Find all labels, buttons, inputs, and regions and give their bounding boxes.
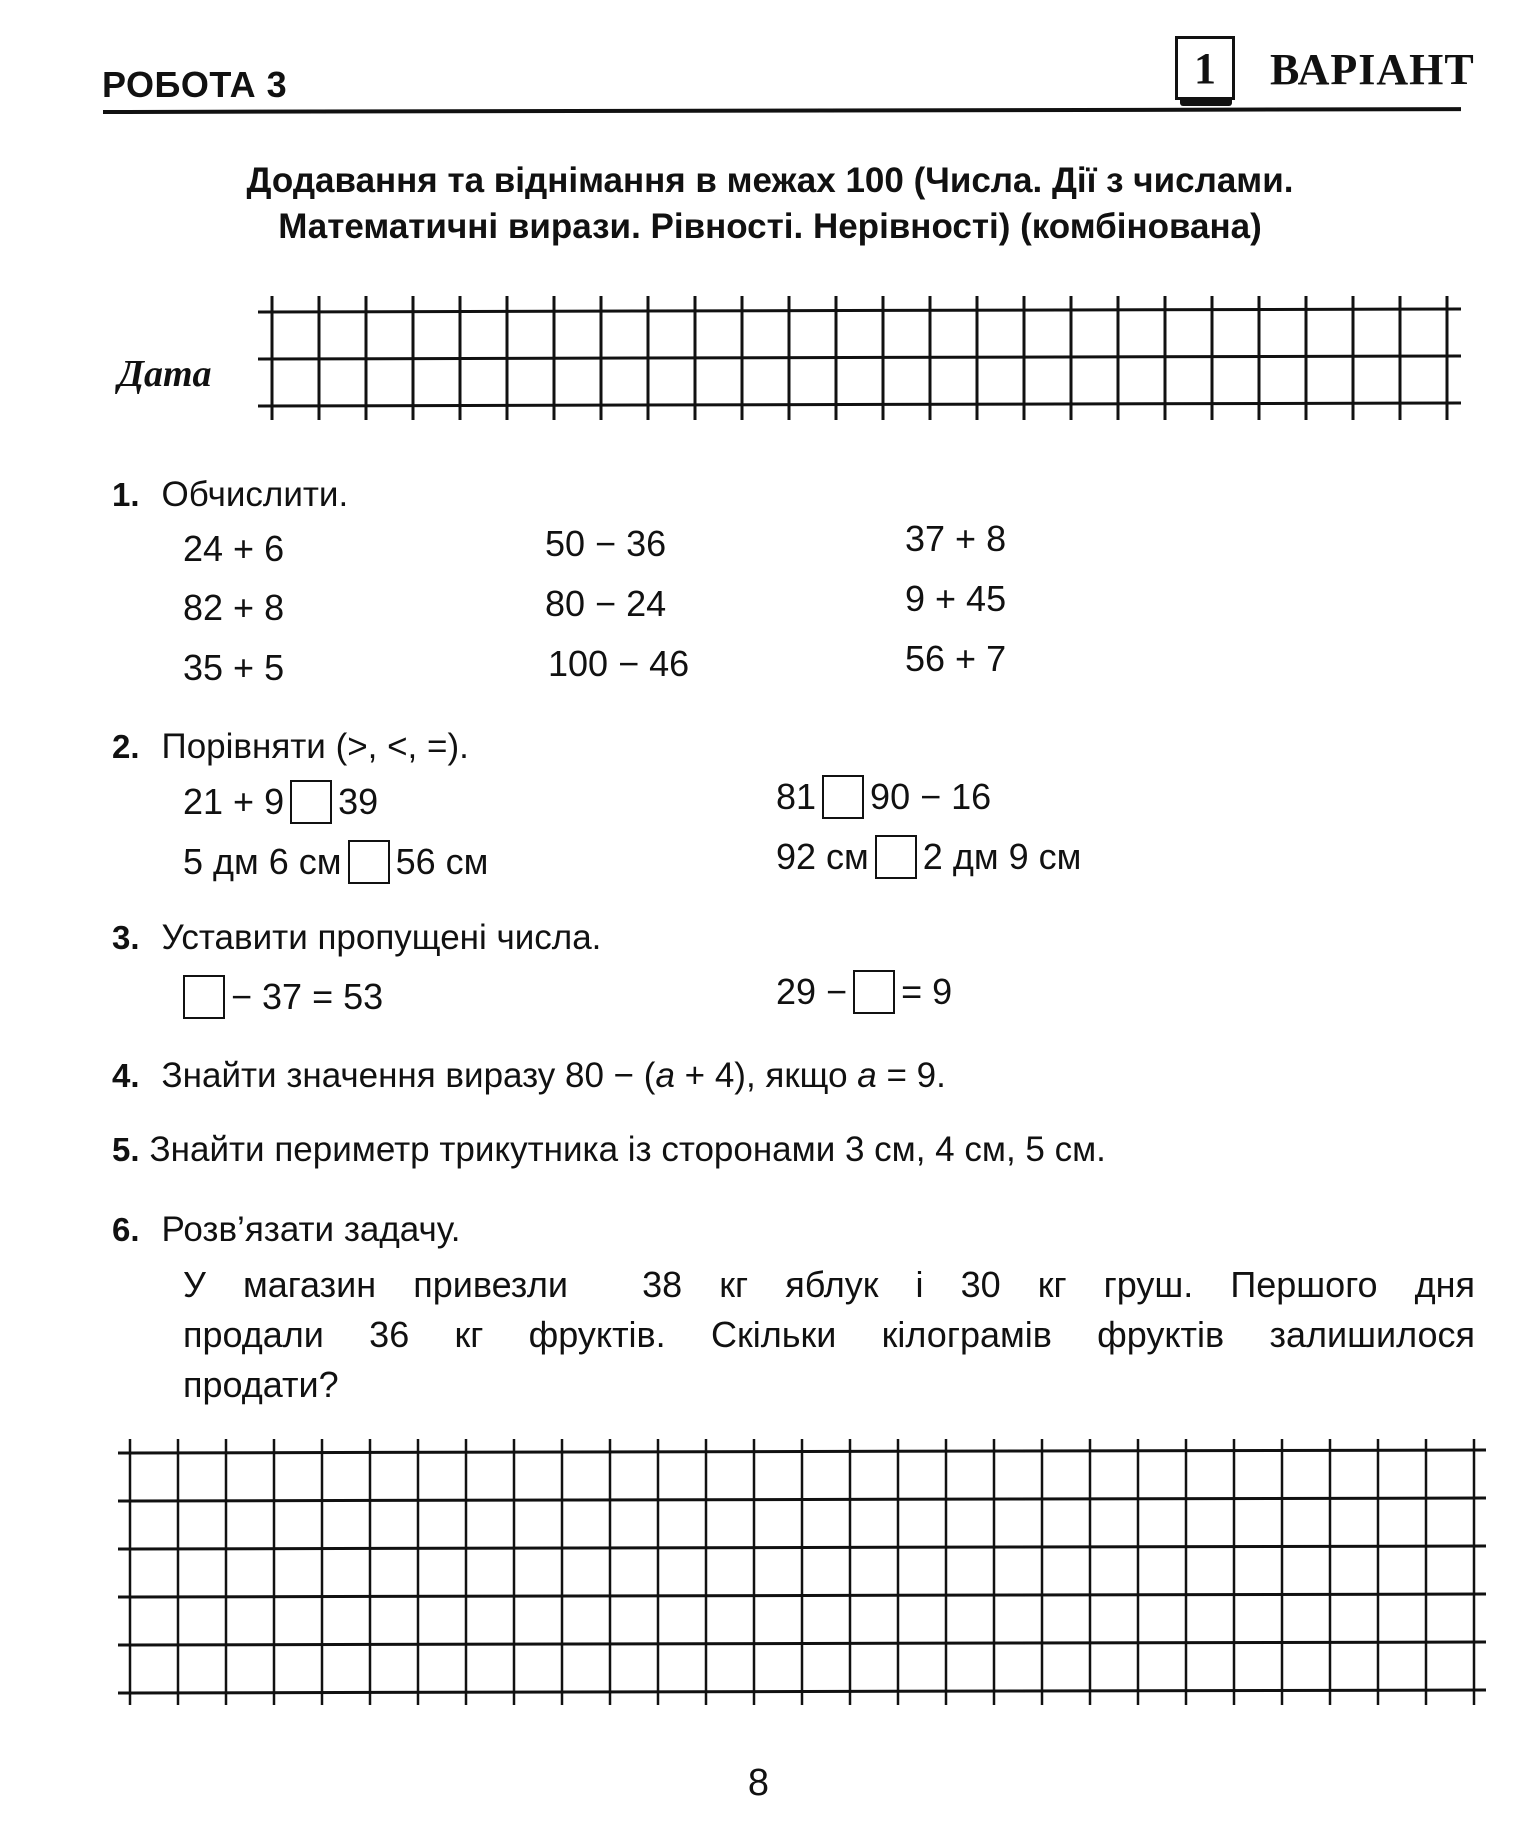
expression: 37 + 8	[905, 518, 1007, 559]
answer-box[interactable]	[290, 780, 332, 824]
comparison-item	[183, 840, 488, 884]
task-prompt: Порівняти (>, <, =).	[161, 727, 469, 766]
task-number: 6.	[112, 1211, 140, 1248]
task-2-header	[112, 727, 469, 767]
task-number: 2.	[112, 728, 140, 765]
page-number: 8	[747, 1762, 770, 1804]
word-problem-line: продати?	[183, 1364, 339, 1405]
variable-a: а	[857, 1056, 877, 1095]
expression: 50 − 36	[545, 523, 667, 564]
expression: 56 + 7	[905, 638, 1007, 679]
word-problem	[183, 1260, 1475, 1410]
equation-rest: = 9	[901, 971, 953, 1012]
topic-title-line-1: Додавання та віднімання в межах 100 (Числа. Дії з числами.	[246, 161, 1294, 200]
expression: 24 + 6	[183, 528, 285, 569]
comparison-right: 2 дм 9 см	[922, 836, 1082, 877]
answer-box[interactable]	[875, 835, 917, 879]
task-number: 4.	[112, 1057, 140, 1094]
answer-box[interactable]	[348, 840, 390, 884]
task-prompt: Уставити пропущені числа.	[161, 918, 602, 957]
comparison-item	[183, 780, 378, 824]
expression: 80 − 24	[545, 583, 667, 624]
task-prompt: Обчислити.	[161, 475, 349, 514]
expression: 82 + 8	[183, 587, 285, 628]
expression: 9 + 45	[905, 578, 1007, 619]
task-5	[112, 1130, 1106, 1170]
task-6-header	[112, 1210, 460, 1250]
equation-rest: − 37 = 53	[231, 976, 384, 1017]
variant-number: 1	[1194, 43, 1216, 93]
task-number: 1.	[112, 476, 140, 513]
equation-start: 29 −	[776, 971, 848, 1012]
expression: 100 − 46	[548, 643, 690, 684]
task-3-header	[112, 918, 601, 958]
comparison-left: 21 + 9	[183, 781, 285, 822]
task-number: 3.	[112, 919, 140, 956]
task-4	[112, 1056, 946, 1096]
task-number: 5.	[112, 1131, 140, 1168]
date-label: Дата	[118, 353, 212, 395]
answer-box[interactable]	[183, 975, 225, 1019]
comparison-left: 81	[776, 776, 817, 817]
missing-number-item	[776, 970, 952, 1014]
missing-number-item	[177, 975, 383, 1019]
comparison-right: 56 см	[395, 841, 489, 882]
comparison-left: 5 дм 6 см	[183, 841, 342, 882]
task-1-header	[112, 475, 348, 515]
word-problem-line: У магазин привезли 38 кг яблук і 30 кг груш. Першого дня	[183, 1264, 1475, 1305]
date-entry-grid[interactable]	[258, 296, 1461, 420]
answer-writing-grid[interactable]	[118, 1439, 1486, 1705]
variant-label: ВАРІАНТ	[1270, 45, 1475, 94]
answer-box[interactable]	[822, 775, 864, 819]
work-title: РОБОТА 3	[102, 64, 288, 105]
comparison-right: 39	[338, 781, 379, 822]
task-prompt: Знайти значення виразу 80 − (а + 4), якщо а = 9.	[161, 1056, 946, 1095]
comparison-item	[776, 835, 1081, 879]
comparison-item	[776, 775, 991, 819]
task-prompt: Знайти периметр трикутника із сторонами 3 см, 4 см, 5 см.	[149, 1130, 1106, 1169]
comparison-left: 92 см	[776, 836, 869, 877]
expression: 35 + 5	[183, 647, 285, 688]
word-problem-line: продали 36 кг фруктів. Скільки кілограмів фруктів залишилося	[183, 1314, 1475, 1355]
topic-title-line-2: Математичні вирази. Рівності. Нерівності) (комбінована)	[278, 207, 1262, 246]
task-prompt: Розв’язати задачу.	[161, 1210, 461, 1249]
comparison-right: 90 − 16	[870, 776, 992, 817]
answer-box[interactable]	[853, 970, 895, 1014]
variable-a: а	[655, 1056, 675, 1095]
